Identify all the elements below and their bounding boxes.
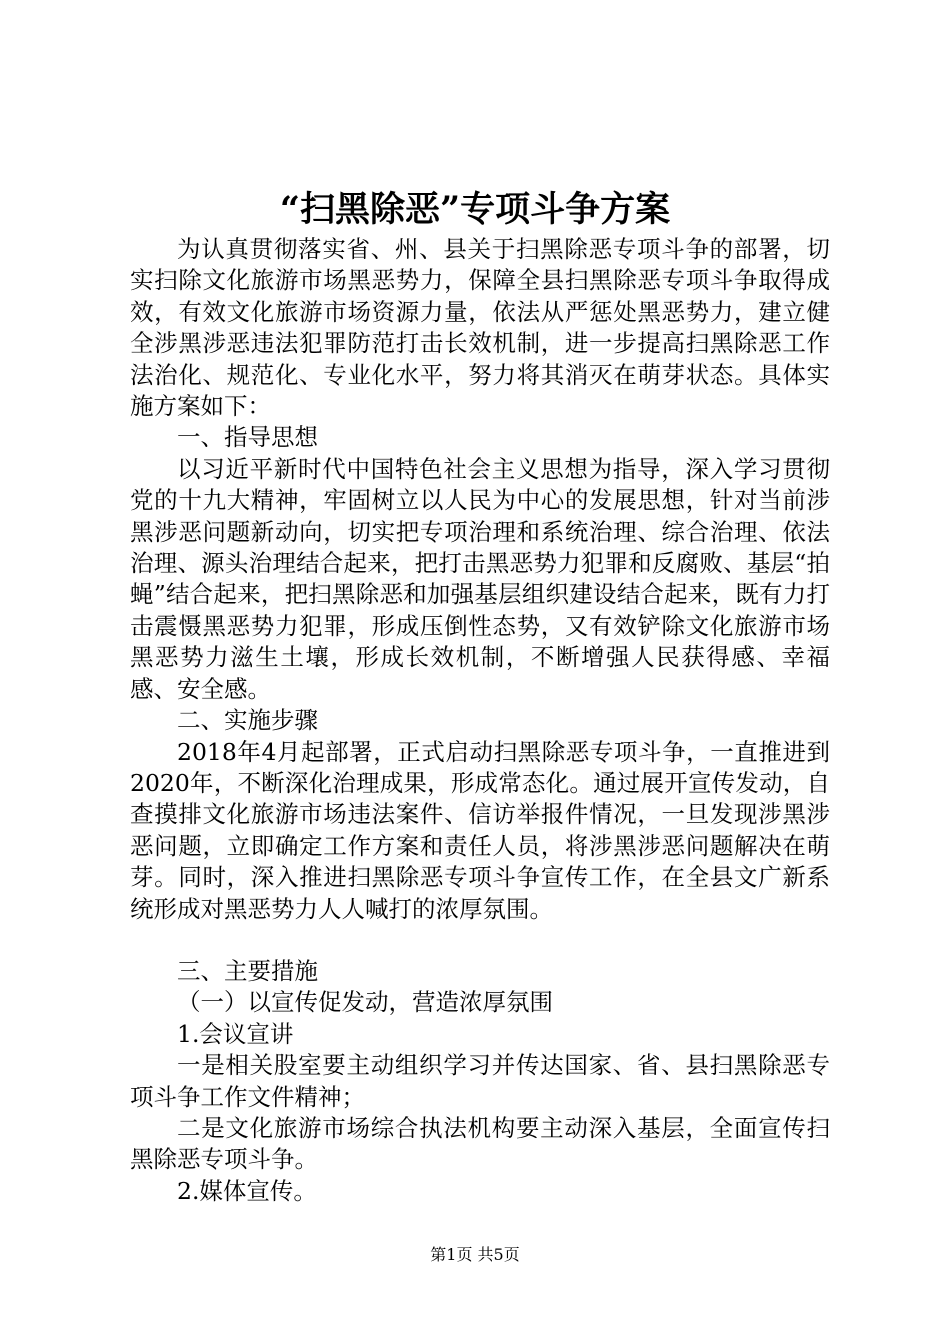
subsection-heading-publicity: （一）以宣传促发动，营造浓厚氛围 bbox=[177, 988, 553, 1017]
item-heading-media-publicity: 2.媒体宣传。 bbox=[177, 1176, 317, 1205]
section-heading-guiding-thought: 一、指导思想 bbox=[177, 423, 318, 452]
page-number-footer: 第1页 共5页 bbox=[430, 1245, 520, 1264]
implementation-steps-paragraph: 2018年4月起部署，正式启动扫黑除恶专项斗争，一直推进到2020年，不断深化治理成果，形成常态化。通过展开宣传发动，自查摸排文化旅游市场违法案件、信访举报件情况，一旦发现涉黑涉恶问题，立即确定工作方案和责任人员，将涉黑涉恶问题解决在萌芽。同时，深入推进扫黑除恶专项斗争宣传工作，在全县文广新系统形成对黑恶势力人人喊打的浓厚氛围。 bbox=[130, 737, 830, 923]
item-heading-meeting-lectures: 1.会议宣讲 bbox=[177, 1019, 294, 1048]
document-body bbox=[130, 234, 830, 1207]
section-heading-main-measures: 三、主要措施 bbox=[177, 956, 318, 985]
intro-paragraph: 为认真贯彻落实省、州、县关于扫黑除恶专项斗争的部署，切实扫除文化旅游市场黑恶势力，保障全县扫黑除恶专项斗争取得成效，有效文化旅游市场资源力量，依法从严惩处黑恶势力，建立健全涉黑涉恶违法犯罪防范打击长效机制，进一步提高扫黑除恶工作法治化、规范化、专业化水平，努力将其消灭在萌芽状态。具体实施方案如下： bbox=[130, 235, 830, 421]
paragraph-gap bbox=[130, 925, 830, 956]
meeting-point-one: 一是相关股室要主动组织学习并传达国家、省、县扫黑除恶专项斗争工作文件精神； bbox=[130, 1051, 830, 1111]
meeting-point-two: 二是文化旅游市场综合执法机构要主动深入基层，全面宣传扫黑除恶专项斗争。 bbox=[130, 1113, 830, 1174]
section-heading-implementation-steps: 二、实施步骤 bbox=[177, 706, 318, 735]
document-title: “扫黑除恶”专项斗争方案 bbox=[279, 189, 671, 230]
guiding-thought-paragraph: 以习近平新时代中国特色社会主义思想为指导，深入学习贯彻党的十九大精神，牢固树立以人民为中心的发展思想，针对当前涉黑涉恶问题新动向，切实把专项治理和系统治理、综合治理、依法治理、源头治理结合起来，把打击黑恶势力犯罪和反腐败、基层“拍蝇”结合起来，把扫黑除恶和加强基层组织建设结合起来，既有力打击震慑黑恶势力犯罪，形成压倒性态势，又有效铲除文化旅游市场黑恶势力滋生土壤，形成长效机制，不断增强人民获得感、幸福感、安全感。 bbox=[130, 454, 830, 703]
